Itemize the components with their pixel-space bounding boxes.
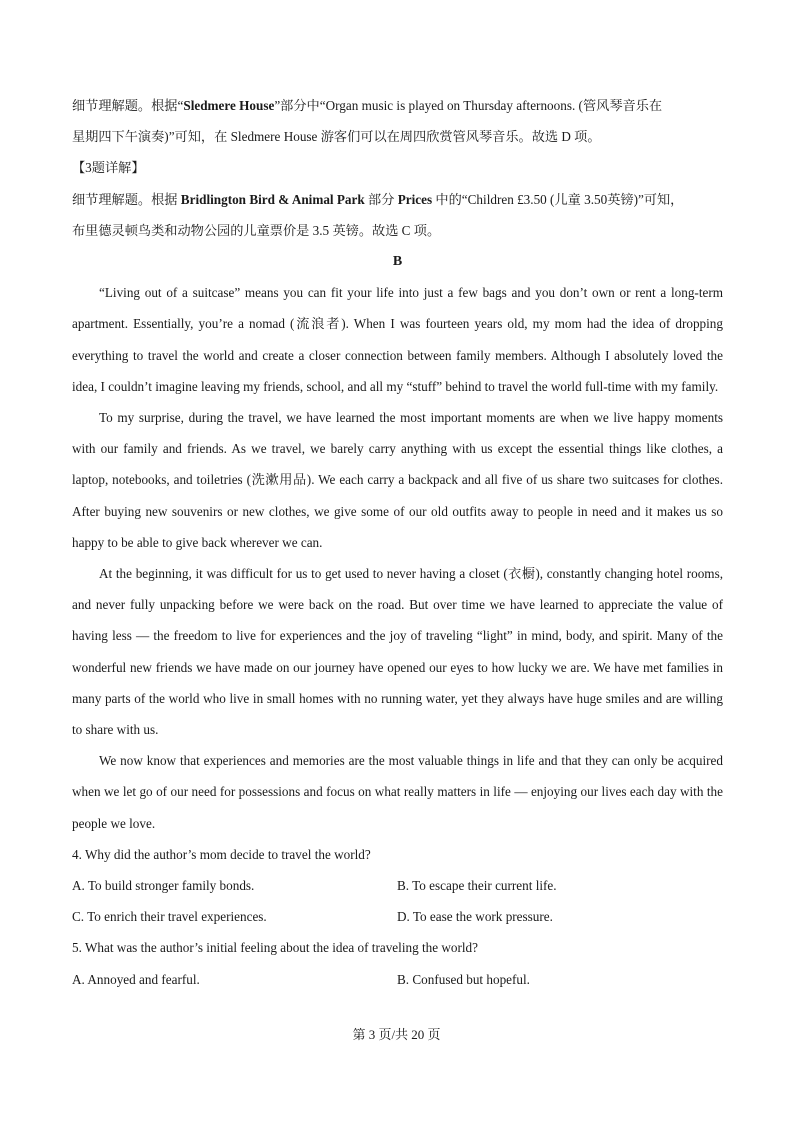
analysis-text: 细节理解题。根据 xyxy=(72,191,181,207)
question-5-options-row-1 xyxy=(72,964,723,995)
passage-label: B xyxy=(392,254,403,270)
page-footer: 第 3 页/共 20 页 xyxy=(352,1027,441,1042)
option-a[interactable]: A. Annoyed and fearful. xyxy=(72,971,200,987)
page-content xyxy=(72,90,723,995)
analysis-bold-term: Bridlington Bird & Animal Park xyxy=(180,191,365,207)
analysis-q3-line-1 xyxy=(72,184,723,215)
passage-paragraph: At the beginning, it was difficult for us to get used to never having a closet (衣橱), constantly changing hotel rooms, and never fully unpacking before we were back on the road. But over time we have learned to appreciate the value of having less — the freedom to live for experiences and the joy of traveling “light” in mind, body, and spirit. Many of the wonderful new friends we have made on our journey have opened our eyes to how lucky we are. We have met families in many parts of the world who live in small homes with no running water, yet they always have huge smiles and are willing to share with us. xyxy=(72,566,723,738)
question-4-stem: 4. Why did the author’s mom decide to travel the world? xyxy=(72,846,371,862)
q3-heading: 【3题详解】 xyxy=(72,160,145,176)
passage-paragraph: To my surprise, during the travel, we have learned the most important moments are when we live happy moments with our family and friends. As we travel, we barely carry anything with us except the essential things like clothes, a laptop, notebooks, and toiletries (洗漱用品). We each carry a backpack and all five of us share two suitcases for clothes. After buying new souvenirs or new clothes, we give some of our old outfits away to people in need and it makes us so happy to be able to give back wherever we can. xyxy=(72,410,723,550)
question-4-options-row-2 xyxy=(72,901,723,932)
question-4-options-row-1 xyxy=(72,870,723,901)
analysis-text: 部分 xyxy=(364,191,398,207)
option-d[interactable]: D. To ease the work pressure. xyxy=(397,909,553,925)
analysis-text: 细节理解题。根据“ xyxy=(72,98,184,113)
question-5-stem: 5. What was the author’s initial feeling about the idea of traveling the world? xyxy=(72,940,479,956)
analysis-text: ”部分中“Organ music is played on Thursday afternoons. (管风琴音乐在 xyxy=(274,98,663,113)
option-b[interactable]: B. Confused but hopeful. xyxy=(397,971,530,987)
analysis-text: 中的“Children £3.50 (儿童 3.50英镑)”可知， xyxy=(432,191,684,207)
analysis-q3-line-2: 布里德灵顿鸟类和动物公园的儿童票价是 3.5 英镑。故选 C 项。 xyxy=(72,222,441,238)
analysis-bold-term: Prices xyxy=(397,191,433,207)
option-a[interactable]: A. To build stronger family bonds. xyxy=(72,878,255,894)
analysis-bold-term: Sledmere House xyxy=(183,98,275,113)
option-b[interactable]: B. To escape their current life. xyxy=(397,878,557,894)
passage-paragraph: “Living out of a suitcase” means you can fit your life into just a few bags and you don’t own or rent a long-term apartment. Essentially, you’re a nomad (流浪者). When I was fourteen years old, my mom had the idea of dropping everything to travel the world and create a closer connection between family members. Although I absolutely loved the idea, I couldn’t imagine leaving my friends, school, and all my “stuff” behind to travel the world full-time with my family. xyxy=(72,285,723,394)
analysis-q2-line-2: 星期四下午演奏)”可知，在 Sledmere House 游客们可以在周四欣赏管风琴音乐。故选 D 项。 xyxy=(72,129,601,145)
passage-paragraph: We now know that experiences and memories are the most valuable things in life and that they can only be acquired when we let go of our need for possessions and focus on what really matters in life — enjoying our lives each day with the people we love. xyxy=(72,753,723,831)
option-c[interactable]: C. To enrich their travel experiences. xyxy=(72,909,267,925)
analysis-q2-line-1 xyxy=(72,90,723,121)
